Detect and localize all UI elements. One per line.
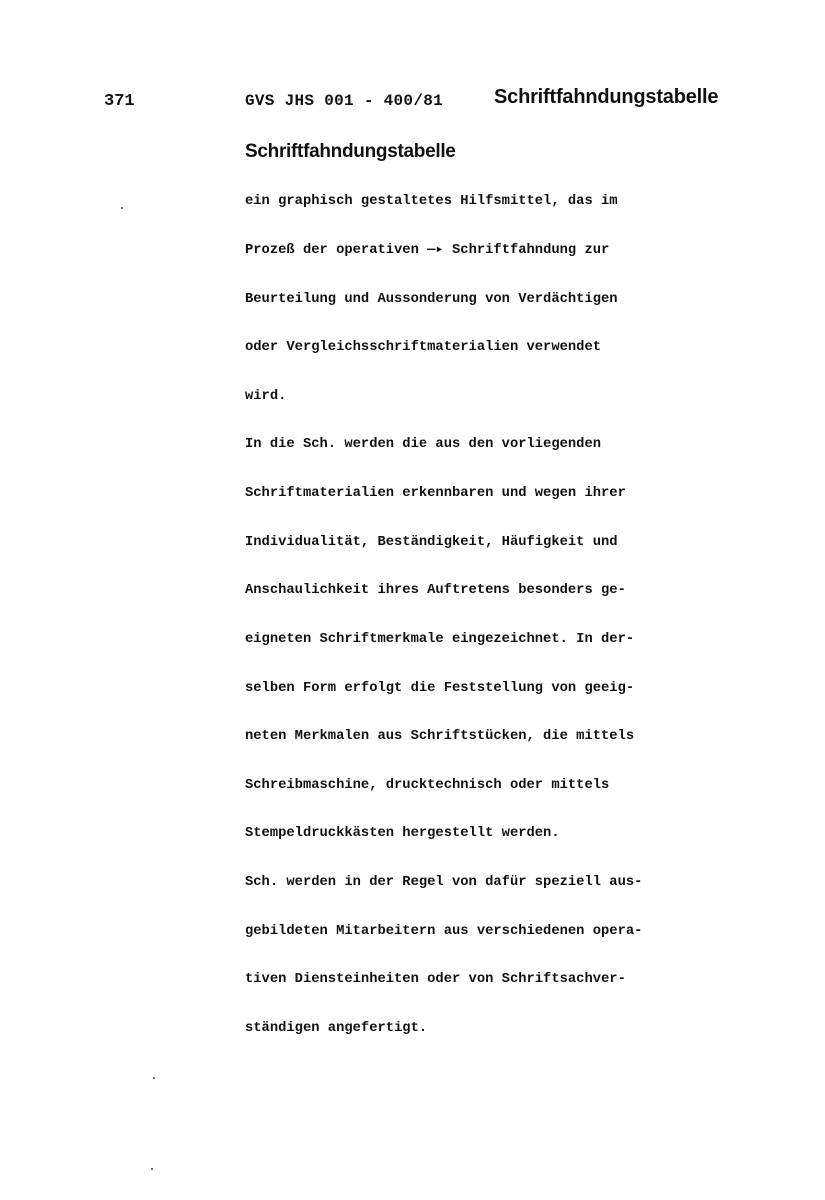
- body-line: ein graphisch gestaltetes Hilfsmittel, das im: [245, 194, 618, 210]
- running-head: Schriftfahndungstabelle: [494, 86, 719, 108]
- body-line: Schreibmaschine, drucktechnisch oder mittels: [245, 777, 610, 793]
- body-line: eigneten Schriftmerkmale eingezeichnet. In der-: [245, 631, 635, 647]
- body-line: tiven Diensteinheiten oder von Schriftsachver-: [245, 972, 626, 988]
- entry-body: [245, 162, 725, 1053]
- body-line: Schriftmaterialien erkennbaren und wegen ihrer: [245, 486, 626, 502]
- body-line: neten Merkmalen aus Schriftstücken, die mittels: [245, 729, 635, 745]
- body-line: selben Form erfolgt die Feststellung von geeig-: [245, 680, 635, 696]
- body-line: Individualität, Beständigkeit, Häufigkeit und: [245, 534, 618, 550]
- body-line: gebildeten Mitarbeitern aus verschiedenen opera-: [245, 923, 643, 939]
- body-line: Prozeß der operativen —▸ Schriftfahndung zur: [245, 243, 610, 259]
- body-line: Beurteilung und Aussonderung von Verdächtigen: [245, 291, 618, 307]
- body-line: Stempeldruckkästen hergestellt werden.: [245, 826, 560, 842]
- page-number: 371: [104, 92, 135, 111]
- body-line: ständigen angefertigt.: [245, 1020, 428, 1036]
- body-line: Anschaulichkeit ihres Auftretens besonders ge-: [245, 583, 626, 599]
- body-line: Sch. werden in der Regel von dafür speziell aus-: [245, 874, 643, 890]
- body-line: wird.: [245, 388, 287, 404]
- scan-speck: [151, 1168, 153, 1170]
- scan-speck: [153, 1077, 155, 1079]
- entry-title: Schriftfahndungstabelle: [245, 141, 456, 162]
- body-line: In die Sch. werden die aus den vorliegenden: [245, 437, 602, 453]
- body-line: oder Vergleichsschriftmaterialien verwendet: [245, 340, 602, 356]
- scan-speck: [121, 207, 123, 209]
- document-reference: GVS JHS 001 - 400/81: [245, 92, 444, 110]
